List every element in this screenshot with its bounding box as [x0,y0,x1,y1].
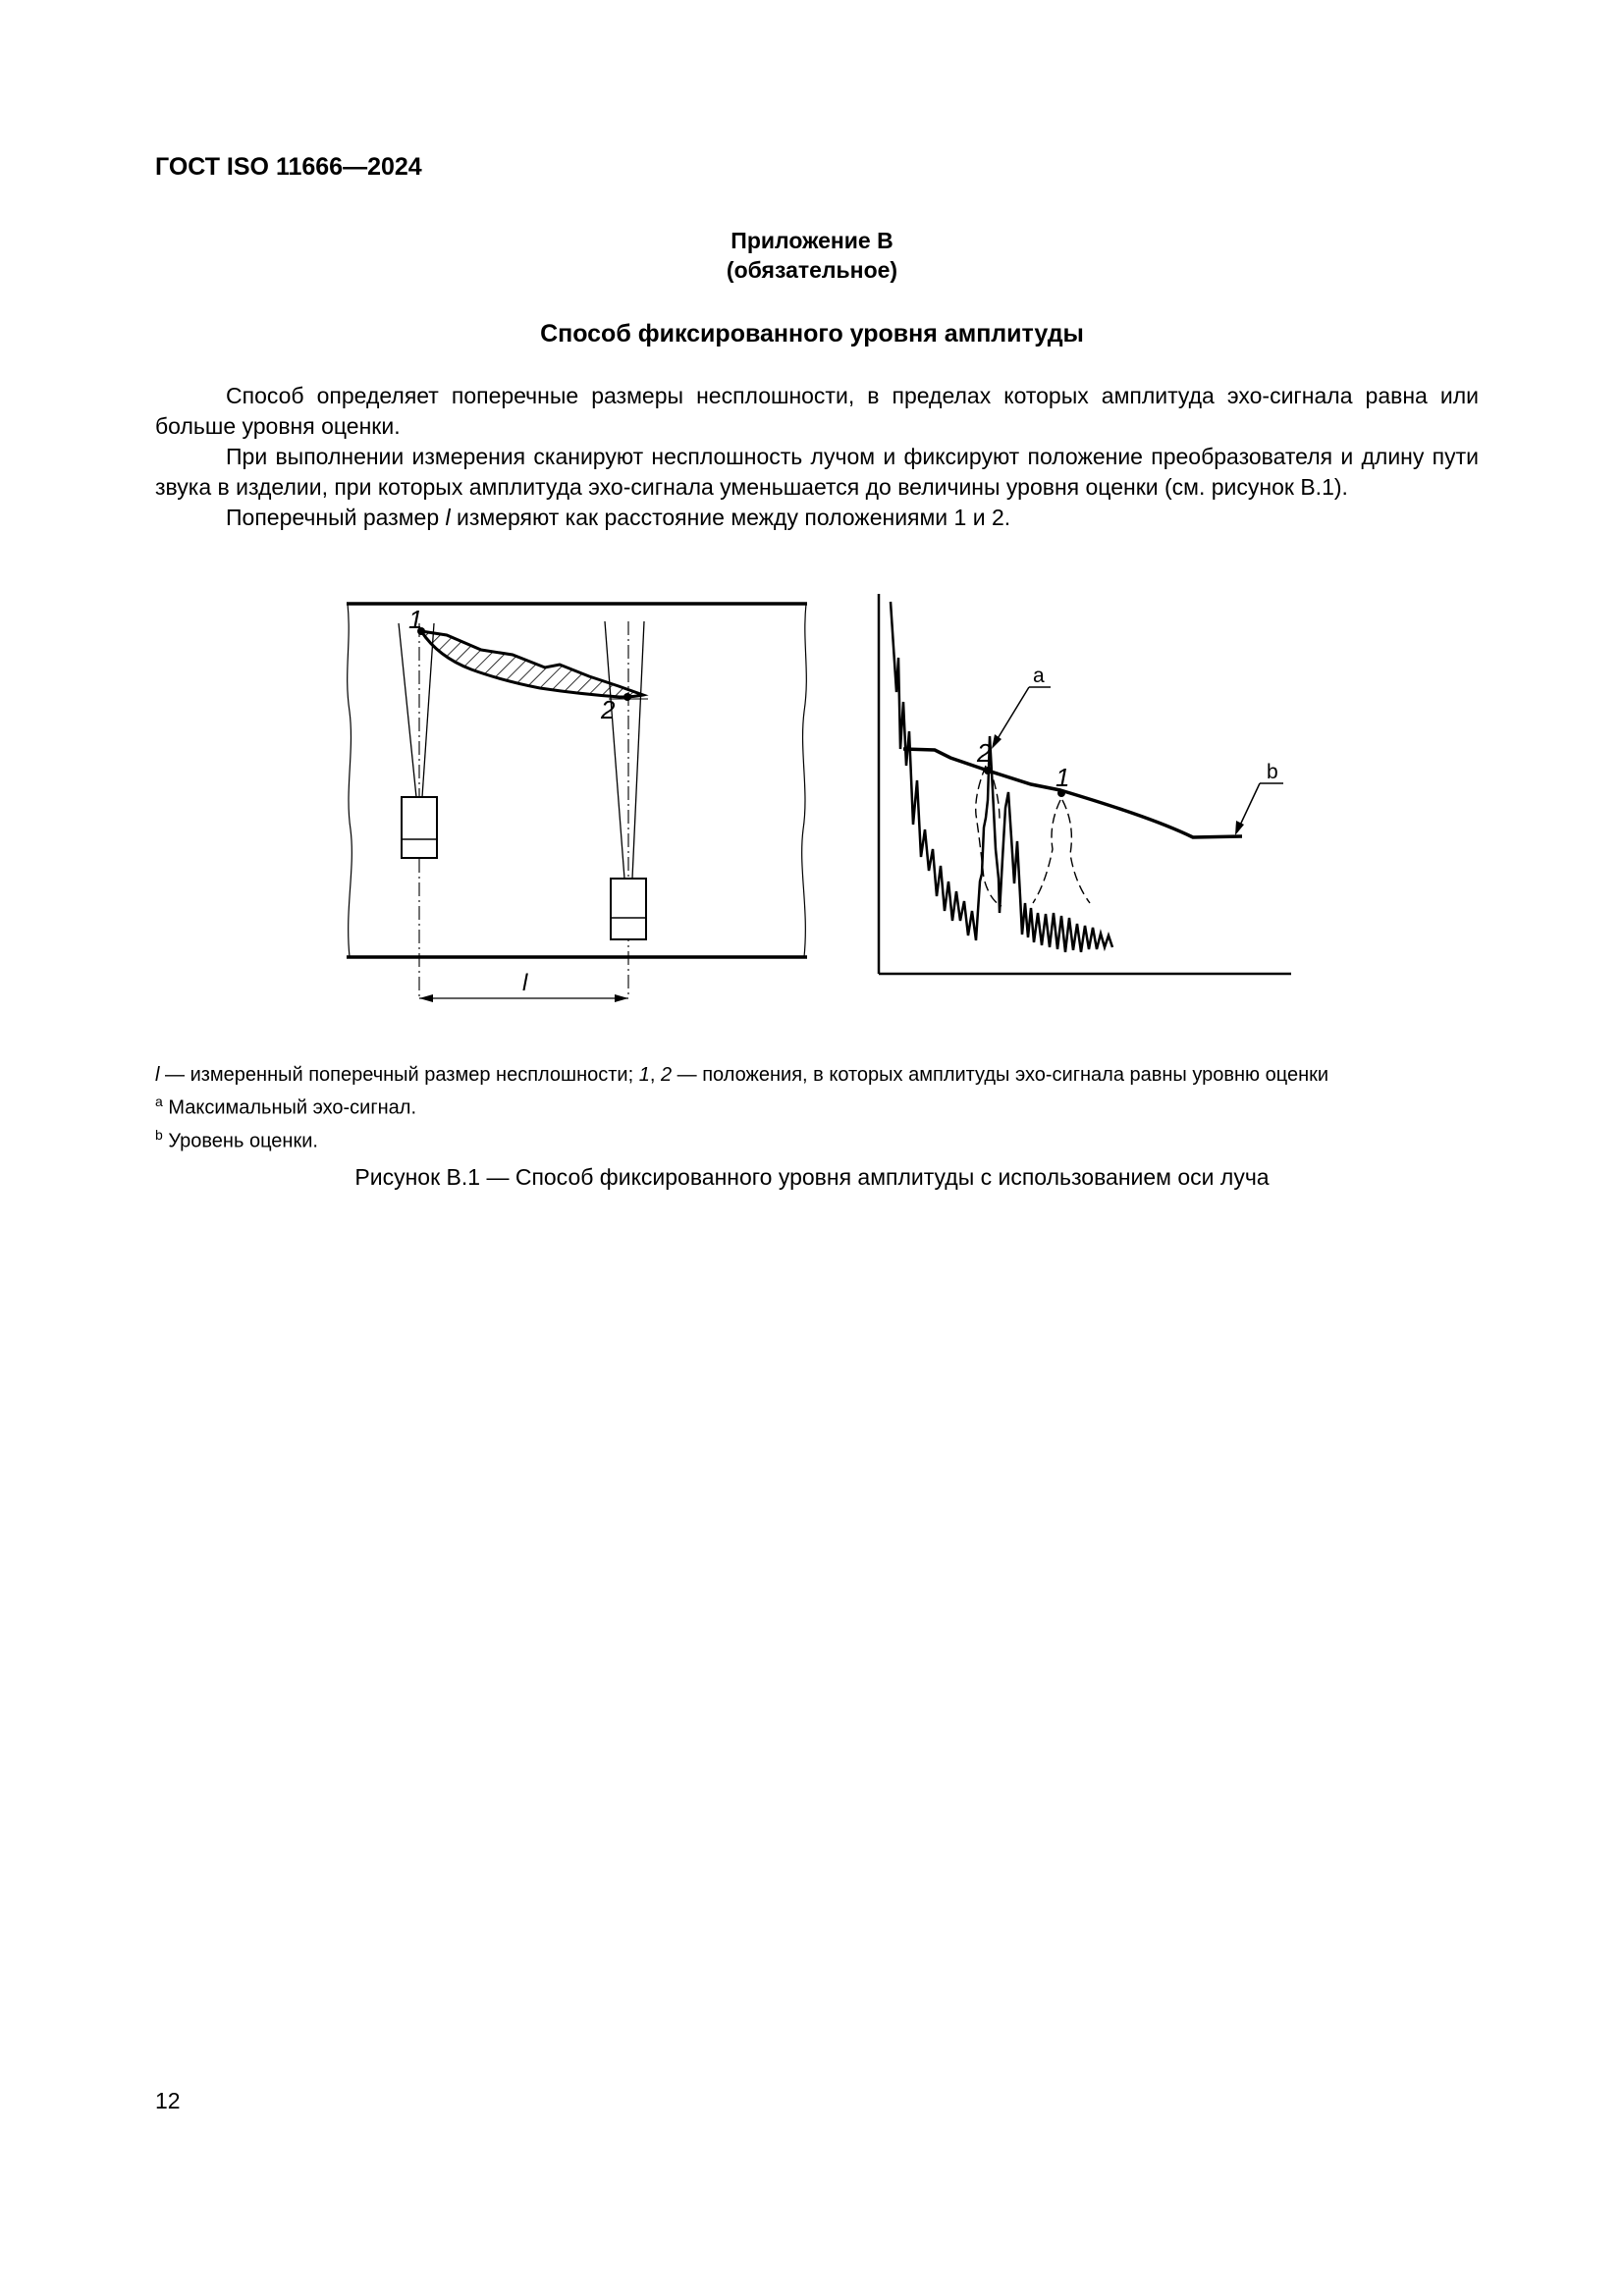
document-header: ГОСТ ISO 11666—2024 [155,153,422,181]
workpiece-diagram [347,604,807,1002]
dimension-label-l: l [522,970,528,996]
annex-heading [0,226,1624,285]
annex-title: Приложение В [731,228,893,253]
paragraph-3: Поперечный размер l измеряют как расстояние между положениями 1 и 2. [226,505,1011,530]
leader-label-b: b [1267,761,1278,783]
page-number: 12 [155,2088,181,2113]
note-line-1: l — измеренный поперечный размер несплошности; 1, 2 — положения, в которых амплитуды эхо-сигнала равны уровню оценки [155,1064,1329,1086]
figure-notes [155,1062,1328,1154]
figure-caption: Рисунок В.1 — Способ фиксированного уровня амплитуды с использованием оси луча [354,1164,1270,1190]
right-label-pos2: 2 [977,738,992,768]
evaluation-level-curve [903,749,1242,837]
left-label-pos1: 1 [408,605,423,634]
variable-l: l [445,505,451,530]
left-label-pos2: 2 [601,695,616,724]
paragraph-2: При выполнении измерения сканируют несплошность лучом и фиксируют положение преобразователя и длину пути звука в изделии, при которых амплитуда эхо-сигнала уменьшается до величины уровня оценки (см. рисунок В.1). [155,444,1479,500]
discontinuity-flaw [421,631,643,697]
workpiece-right-break [802,604,807,957]
workpiece-left-break [348,604,352,957]
body-text [155,381,1479,533]
figure-b1 [324,584,1306,1026]
section-title: Способ фиксированного уровня амплитуды [540,320,1084,347]
annex-status: (обязательное) [726,257,898,283]
right-label-pos1: 1 [1056,763,1070,792]
paragraph-1: Способ определяет поперечные размеры несплошности, в пределах которых амплитуда эхо-сигнала равна или больше уровня оценки. [155,383,1479,439]
echo-signal-trace [891,602,1112,952]
transducer-position-2 [611,879,646,939]
a-scan-diagram [879,594,1291,974]
note-line-2: $^a$ Максимальный эхо-сигнал. [155,1094,417,1119]
transducer-position-1 [402,797,437,858]
note-line-3: $^b$ Уровень оценки. [155,1126,318,1152]
leader-label-a: a [1033,665,1045,687]
